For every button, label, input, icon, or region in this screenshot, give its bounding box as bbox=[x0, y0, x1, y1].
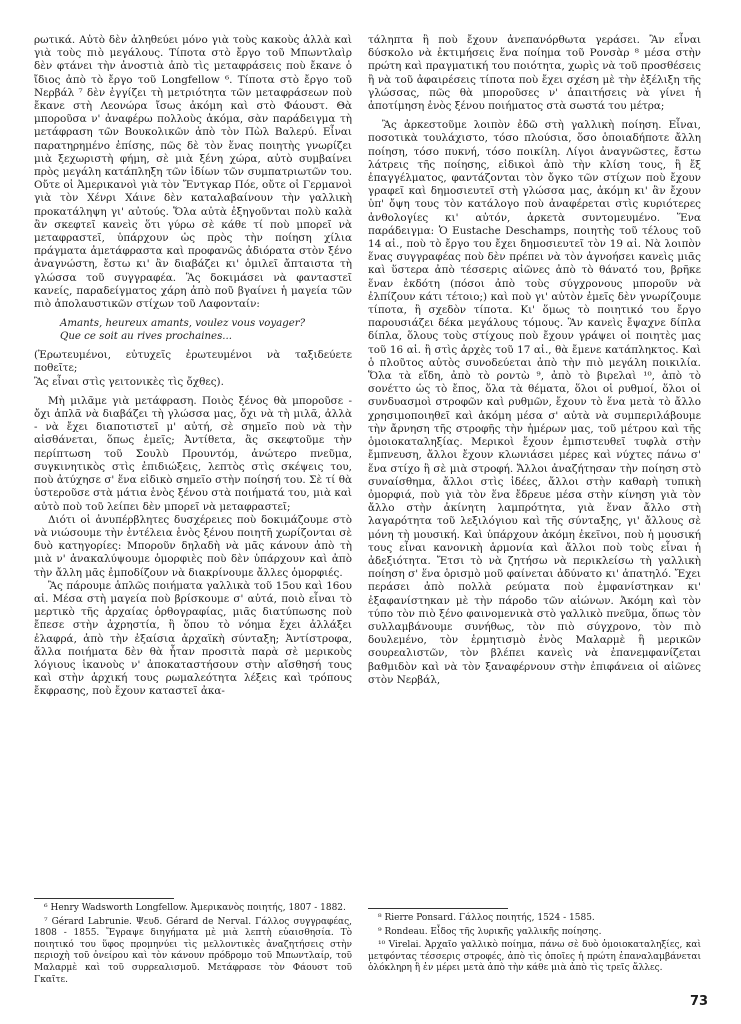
lafontaine-verse bbox=[60, 317, 352, 343]
footnote-rule-right bbox=[368, 908, 508, 909]
footnote-9: ⁹ Rondeau. Εἶδος τῆς λυρικῆς γαλλικῆς ποίησης. bbox=[378, 926, 602, 937]
right-paragraph-1: τάληπτα ἢ ποὺ ἔχουν ἀνεπανόρθωτα γεράσει. Ἂν εἶναι δύσκολο νὰ ἐκτιμήσεις ἕνα ποίημα τοῦ Ρονσὰρ ⁸ μέσα στὴν πρώτη καὶ πραγματική του ποιότητα, χωρὶς νὰ τοῦ προσθέσεις ἢ νὰ τοῦ ἀφαιρέσεις τίποτα ποὺ ἔχει σχέση μὲ τὴν ἐξέλιξη τῆς γλώσσας, πῶς θὰ μποροῦσες ν' ἀπαιτήσεις νὰ γίνει ἡ ἀποτίμηση ἑνὸς ξένου ποιήματος στὰ σωστά του μέτρα; bbox=[368, 34, 701, 113]
left-paragraph-3: Διότι οἱ ἀνυπέρβλητες δυσχέρειες ποὺ δοκιμάζουμε στὸ νὰ νιώσουμε τὴν ἐντέλεια ἑνὸς ξένου ποιητῆ χωρίζονται σὲ δυὸ κατηγορίες: Μποροῦν δηλαδὴ νὰ μᾶς κάνουν ἀπὸ τὴ μιὰ ν' ἀνακαλύψουμε ὁμορφιὲς ποὺ δὲν ὑπάρχουν καὶ ἀπὸ τὴν ἄλλη μᾶς ἐμποδίζουν νὰ διακρίνουμε ἄλλες ὁμορφιές. bbox=[34, 513, 352, 579]
footnotes-right bbox=[368, 913, 701, 977]
left-column bbox=[34, 34, 352, 699]
footnote-8: ⁸ Rierre Ponsard. Γάλλος ποιητής, 1524 - 1585. bbox=[378, 913, 595, 923]
footnote-rule-left bbox=[34, 898, 174, 899]
right-column bbox=[368, 34, 701, 687]
verse-line-1: Amants, heureux amants, voulez vous voyager? bbox=[60, 318, 306, 330]
verse-translation-line-2: Ἂς εἶναι στὶς γειτονικὲς τὶς ὄχθες). bbox=[34, 375, 224, 388]
page-number: 73 bbox=[690, 994, 709, 1009]
left-paragraph-2: Μὴ μιλᾶμε γιὰ μετάφραση. Ποιὸς ξένος θὰ μποροῦσε - ὄχι ἁπλᾶ νὰ διαβάζει τὴ γλώσσα μας, ὄχι νὰ τὴ μιλᾶ, ἀλλὰ - νὰ ἔχει διαποτιστεῖ μ' αὐτή, σὲ σημεῖο ποὺ νὰ τὴν αἰσθάνεται, ὅπως ἐμεῖς; Ἀντίθετα, ἂς σκεφτοῦμε τὴν περίπτωση τοῦ Σουλὺ Προυντόμ, ἀνώτερο πνεῦμα, συγκινητικὸς στὶς ἐπιδιώξεις, λεπτὸς στὶς σκέψεις του, ποὺ ἀτύχησε σ' ἕνα εἰδικὸ σημεῖο στὴν ποίησή του. Σὲ τί θὰ ὑστεροῦσε στὰ μάτια ἑνὸς ξένου στὰ ποιήματά του, μιὰ καὶ αὐτὸ ποὺ τοῦ λείπει δὲν μπορεῖ νὰ μεταφραστεῖ; bbox=[34, 394, 352, 513]
footnote-6: ⁶ Henry Wadsworth Longfellow. Ἀμερικανὸς ποιητής, 1807 - 1882. bbox=[44, 903, 346, 913]
footnotes-left bbox=[34, 903, 352, 988]
footnote-10: ¹⁰ Virelai. Ἀρχαῖο γαλλικὸ ποίημα, πάνω σὲ δυὸ ὁμοιοκαταληξίες, καὶ μετφόντας τέσσερις στροφές, ἀπὸ τὶς ὁποῖες ἡ πρώτη ἐπαναλαμβάνεται ὁλόκληρη ἢ ἐν μέρει μετὰ ἀπὸ τὴν κάθε μιὰ ἀπὸ τὶς τρεῖς ἄλλες. bbox=[368, 940, 701, 974]
right-paragraph-2: Ἂς ἀρκεστοῦμε λοιπὸν ἐδῶ στὴ γαλλικὴ ποίηση. Εἶναι, ποσοτικὰ τουλάχιστο, τόσο πλούσια, ὅσο ὁποιαδήποτε ἄλλη ποίηση, τόσο πυκνή, τόσο ποικίλη. Λίγοι ἀναγνῶστες, ἔστω λάτρεις τῆς ποίησης, εἰδικοὶ ἀπὸ τὴν κλίση τους, ἢ ἔξ ἐπαγγέλματος, φαντάζονται τὸν ὄγκο τῶν στίχων ποὺ ἔχουν γραφεῖ καὶ δημοσιευτεῖ στὴ γλώσσα μας, ἀκόμη κι' ἂν ἔχουν ὑπ' ὄψη τους τὸν κατάλογο ποὺ ἀναφέρεται στὶς κυριότερες ἀνθολογίες κι' αὐτόν, ἀρκετὰ συντομευμένο. Ἕνα παράδειγμα: Ὁ Eustache Deschamps, ποιητὴς τοῦ τέλους τοῦ 14 αἰ., ποὺ τὸ ἔργο του ἔχει δημοσιευτεῖ τὸν 19 αἰ. Νὰ λοιπὸν ἕνας συγγραφέας ποὺ δὲν πρέπει νὰ τὸν ἀγνοήσει κανεὶς μιᾶς καὶ ὕστερα ἀπὸ τέσσερις αἰῶνες ἀπὸ τὸ θάνατό του, βρῆκε ἕναν ἐκδότη (πόσοι ἀπὸ τοὺς σύγχρονους μποροῦν νὰ ἐλπίζουν κάτι τέτοιο;) καὶ ποὺ γι' αὐτὸν ἐμεῖς δὲν γνωρίζουμε τίποτα, ἢ σχεδὸν τίποτα. Κι' ὅμως τὸ ποιητικό του ἔργο παρουσιάζει δέκα μεγάλους τόμους. Ἂν κανεὶς ἔψαχνε δίπλα δίπλα, ὅλους τοὺς στίχους ποὺ ἔχουν γράψει οἱ ποιητὲς μας τοῦ 16 αἰ. ἢ στὶς ἀρχὲς τοῦ 17 αἰ., θὰ ἔμενε κατάπληκτος. Καὶ ὁ πλοῦτος αὐτὸς συνοδεύεται ἀπὸ τὴν πιὸ μεγάλη ποικιλία. Ὅλα τὰ εἴδη, ἀπὸ τὸ ροντὼ ⁹, ἀπὸ τὸ βιρελαὶ ¹⁰, ἀπὸ τὸ σονέττο ὡς τὸ ἔπος, ὅλα τὰ θέματα, ὅλοι οἱ ρυθμοί, ὅλοι οἱ συνδυασμοὶ στροφῶν καὶ ρυθμῶν, ἔχουν τὸ ἕνα μετὰ τὸ ἄλλο χρησιμοποιηθεῖ καὶ ἀκόμη μέσα σ' αὐτὰ νὰ συμπεριλάβουμε τὴν ἄρνηση τῆς στροφῆς τὴν ἡμέρων μας, τοῦ μέτρου καὶ τῆς ὁμοιοκαταληξίας. Μερικοὶ ἔχουν ἐμπιστευθεῖ τυφλὰ στὴν ἔμπνευση, ἄλλοι ἔχουν κλωνιάσει μέρες καὶ νύχτες πάνω σ' ἕνα στίχο ἢ σὲ μιὰ στροφή. Ἄλλοι ἀναζήτησαν τὴν ποίηση στὸ συναίσθημα, ἄλλοι στὶς ἰδέες, ἄλλοι στὴν καθαρὴ τυπικὴ ὀμορφιά, ποὺ γιὰ τὸν ἕνα ἔδρευε μέσα στὴν κίνηση γιὰ τὸν ἄλλο στὴν ἀκίνητη λαμπρότητα, γιὰ ἕναν ἄλλο στὴ λαγαρότητα τοῦ λεξιλόγιου καὶ τῆς σύνταξης, γι' ἄλλους σὲ μόνη τὴ μουσική. Καὶ ὑπάρχουν ἀκόμη ἐκεῖνοι, ποὺ ἡ μουσική τους εἶναι κανονικὴ ἁρμονία καὶ ἄλλοι ποὺ τοὺς εἶναι ἡ ἀδεξιότητα. Ἔτσι τὸ νὰ ζητήσω νὰ περικλείσω τὴ γαλλικὴ ποίηση σ' ἕνα ὁρισμὸ μοῦ φαίνεται ἀδύνατο κι' ἀπατηλό. Ἔχει περάσει ἀπὸ πολλὰ ρεύματα ποὺ ἐμφανίστηκαν κι' ἐξαφανίστηκαν μὲ τὴν πάροδο τῶν αἰώνων. Ἀκόμη καὶ τὸν τύπο τὸν πιὸ ξένο φαινομενικὰ στὸ γαλλικὸ πνεῦμα, ὅπως τὸν συλλαμβάνουμε συνήθως, τὸν πιὸ σύγχρονο, τὸν πιὸ δουλεμένο, τὸν ἑρμητισμὸ ἑνὸς Μαλαρμὲ ἢ μερικῶν σουρεαλιστῶν, τὸν βλέπει κανεὶς νὰ ἐπανεμφανίζεται βαθμιδὸν καὶ νὰ τὸν ξαναφέρνουν στὴν ἐπιφάνεια οἱ αἰῶνες στὸν Νερβάλ, bbox=[368, 119, 701, 686]
verse-translation-line-1: (Ἐρωτευμένοι, εὐτυχεῖς ἐρωτευμένοι νὰ ταξιδεύετε ποθεῖτε; bbox=[34, 349, 352, 375]
left-paragraph-4: Ἂς πάρουμε ἁπλῶς ποιήματα γαλλικὰ τοῦ 15ου καὶ 16ου αἰ. Μέσα στὴ μαγεία ποὺ βρίσκουμε σ' αὐτά, ποιὸ εἶναι τὸ μερτικὸ τῆς ἀρχαίας ὀρθογραφίας, μιᾶς διατύπωσης ποὺ ἔπεσε στὴν ἀχρηστία, ἢ ὅπου τὸ νόημα ἔχει ἀλλάξει ἐλαφρά, ἀπὸ τὴν ἐξαίσια ἀρχαϊκὴ σύνταξη; Ἀντίστροφα, ἄλλα ποιήματα δὲν θὰ ἦταν προσιτὰ παρὰ σὲ μερικοὺς λόγιους ἱκανοὺς ν' ἀποκαταστήσουν στὴν αἴσθησή τους καὶ στὴν ἀρχική τους ρωμαλεότητα λέξεις καὶ τρόπους ἔκφρασης, ποὺ ἔχουν καταστεῖ ἀκα- bbox=[34, 579, 352, 698]
verse-line-2: Que ce soit au rives prochaines... bbox=[60, 331, 233, 343]
left-paragraph-1: ρωτικά. Αὐτὸ δὲν ἀληθεύει μόνο γιὰ τοὺς κακοὺς ἀλλὰ καὶ γιὰ τοὺς πιὸ μεγάλους. Τίποτα στὸ ἔργο τοῦ Μπωντλαὶρ δὲν φτάνει τὴν ἀνοστιὰ ἀπὸ τὶς μεταφράσεις ποὺ ἔκανε ὁ ἴδιος ἀπὸ τὸ ἔργο τοῦ Longfellow ⁶. Τίποτα στὸ ἔργο τοῦ Νερβάλ ⁷ δὲν ἐγγίζει τὴ μετριότητα τῶν μεταφράσεων ποὺ ἔκανε στὴ Λεονώρα ἴσως ἀκόμη καὶ στὸ Φάουστ. Θὰ μποροῦσα ν' ἀναφέρω πολλοὺς ἀκόμα, σὰν παράδειγμα τὴ μετάφραση τῶν Βουκολικῶν ἀπὸ τὸν Πὼλ Βαλερύ. Εἶναι παρατηρημένο ἐπίσης, πῶς δὲ τὸν ἕνας ποιητὴς γνωρίζει μιὰ ξεχωριστὴ φήμη, σὲ μιὰ ξένη χώρα, αὐτὸ συμβαίνει πρὸς μεγάλη κατάπληξη τῶν ἰδίων τῶν συμπατριωτῶν του. Οὔτε οἱ Ἀμερικανοὶ γιὰ τὸν Ἔντγκαρ Πόε, οὔτε οἱ Γερμανοὶ γιὰ τὸν Χένρι Χάινε δὲν καταλαβαίνουν τὴν γαλλικὴ προκατάληψη γι' αὐτούς. Ὅλα αὐτὰ ἐξηγοῦνται πολὺ καλὰ ἂν σκεφτεῖ κανεὶς ὅτι γύρω σὲ κάθε τί ποὺ μπορεῖ νὰ μεταφραστεῖ, ὑπάρχουν ὡς πρὸς τὴν ποίηση χίλια πράγματα ἀμετάφραστα καὶ προφανῶς ἀδιόρατα στὸν ξένο ἀναγνώστη, ἔστω κι' ἂν διαβάζει κι' ὁμιλεῖ ἄπταιστα τὴ γλώσσα τοῦ συγγραφέα. Ἂς δοκιμάσει νὰ φανταστεῖ κανείς, παραδείγματος χάρη ἀπὸ ποῦ βγαίνει ἡ μαγεία τῶν πιὸ ἀπολαυστικῶν στίχων τοῦ Λαφονταίν: bbox=[34, 34, 352, 311]
footnote-7: ⁷ Gérard Labrunie. Ψευδ. Gérard de Nerval. Γάλλος συγγραφέας, 1808 - 1855. Ἔγραψε διηγήματα μὲ μιὰ λεπτὴ εὐαισθησία. Τὸ ποιητικό του ὕφος προμηνύει τὶς μελλοντικὲς ἀναζητήσεις στὴν περιοχὴ τοῦ ὀνείρου καὶ τὸν κάνουν πρόδρομο τοῦ Μπωντλαίρ, τοῦ Μαλαρμὲ καὶ τοῦ συρρεαλισμοῦ. Μετάφρασε τὸν Φάουστ τοῦ Γκαῖτε. bbox=[34, 916, 352, 985]
